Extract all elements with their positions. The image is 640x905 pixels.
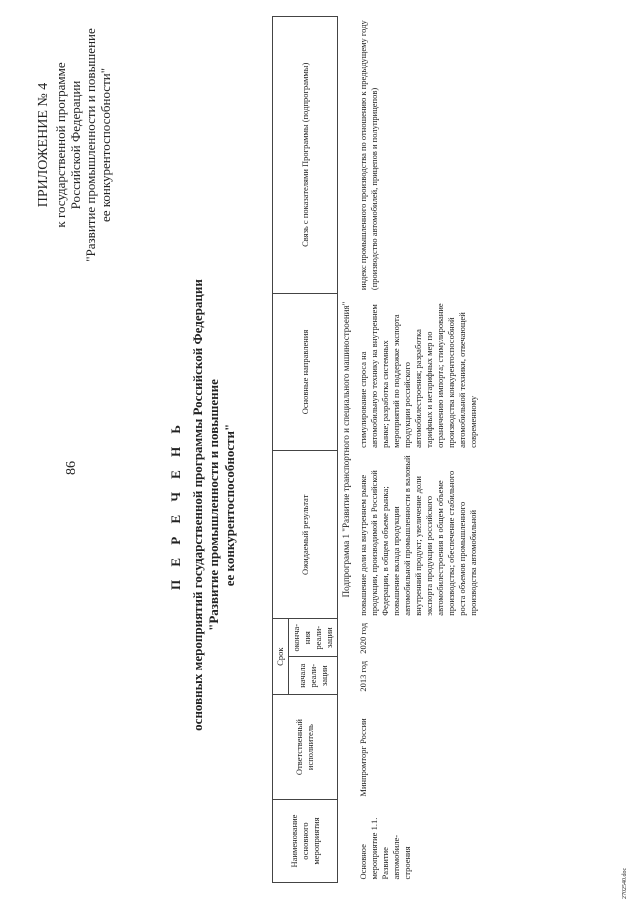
heading-line: "Развитие промышленности и повышение <box>206 379 221 631</box>
header-row <box>273 17 289 883</box>
cell-executor: Минпромторг России <box>358 718 368 797</box>
heading-line: ее конкурентоспособности" <box>222 423 237 587</box>
header-term: Срок <box>273 619 289 695</box>
header-start: начала реали-зации <box>289 657 338 695</box>
cell-start: 2013 год <box>358 660 368 692</box>
appendix-block <box>36 15 113 275</box>
page-number: 86 <box>64 461 79 475</box>
cell-end: 2020 год <box>358 622 368 654</box>
appendix-line: "Развитие промышленности и повышение <box>83 28 98 262</box>
cell-directions: стимулирование спроса на автомобильную технику на внутреннем рынке; разработка системных мероприятий по поддержке экспорта продукции российского автомобилестроения; разработка тарифных и нетарифных мер по ограничению импорта; стимулирование производства конкурентоспособной автомобильной техники, отвечающей современному <box>358 303 478 448</box>
document-heading <box>168 225 238 785</box>
header-link: Связь с показателями Программы (подпрограммы) <box>273 17 338 294</box>
subprogram-title: Подпрограмма 1 "Развитие транспортного и специального машиностроения" <box>341 301 351 598</box>
header-result: Ожидаемый результат <box>273 451 338 619</box>
header-name: Наименование основного мероприятия <box>273 800 338 883</box>
subprogram-row <box>338 17 356 883</box>
heading-word: П Е Р Е Ч Е Н Ь <box>168 419 183 591</box>
table-row <box>355 17 482 883</box>
header-executor: Ответственный исполнитель <box>273 695 338 800</box>
heading-line: основных мероприятий государственной программы Российской Федерации <box>190 279 205 731</box>
appendix-title: ПРИЛОЖЕНИЕ № 4 <box>36 82 51 208</box>
appendix-line: Российской Федерации <box>68 80 83 210</box>
appendix-line: ее конкурентоспособности" <box>98 67 113 223</box>
appendix-line: к государственной программе <box>53 62 68 228</box>
document-code: 2702540.doc <box>622 867 628 899</box>
header-directions: Основные направления <box>273 293 338 451</box>
cell-result: повышение доли на внутреннем рынке продукции, производимой в Российской Федерации, в общем объеме рынка; повышение вклада продукции автомобильной промышленности в валовый внутренний продукт; увеличение доли экспорта продукции российского автомобилестроения в общем объеме производства; обеспечение стабильного роста объемов промышленного производства автомобильной <box>358 455 478 616</box>
cell-link: индекс промышленного производства по отношению к предыдущему году (производство автомобилей, прицепов и полуприцепов) <box>358 20 379 291</box>
header-end: оконча-ния реали-зации <box>289 619 338 657</box>
cell-name: Основное мероприятие 1.1. Развитие автомобиле-строения <box>358 817 412 880</box>
measures-table <box>272 16 482 883</box>
